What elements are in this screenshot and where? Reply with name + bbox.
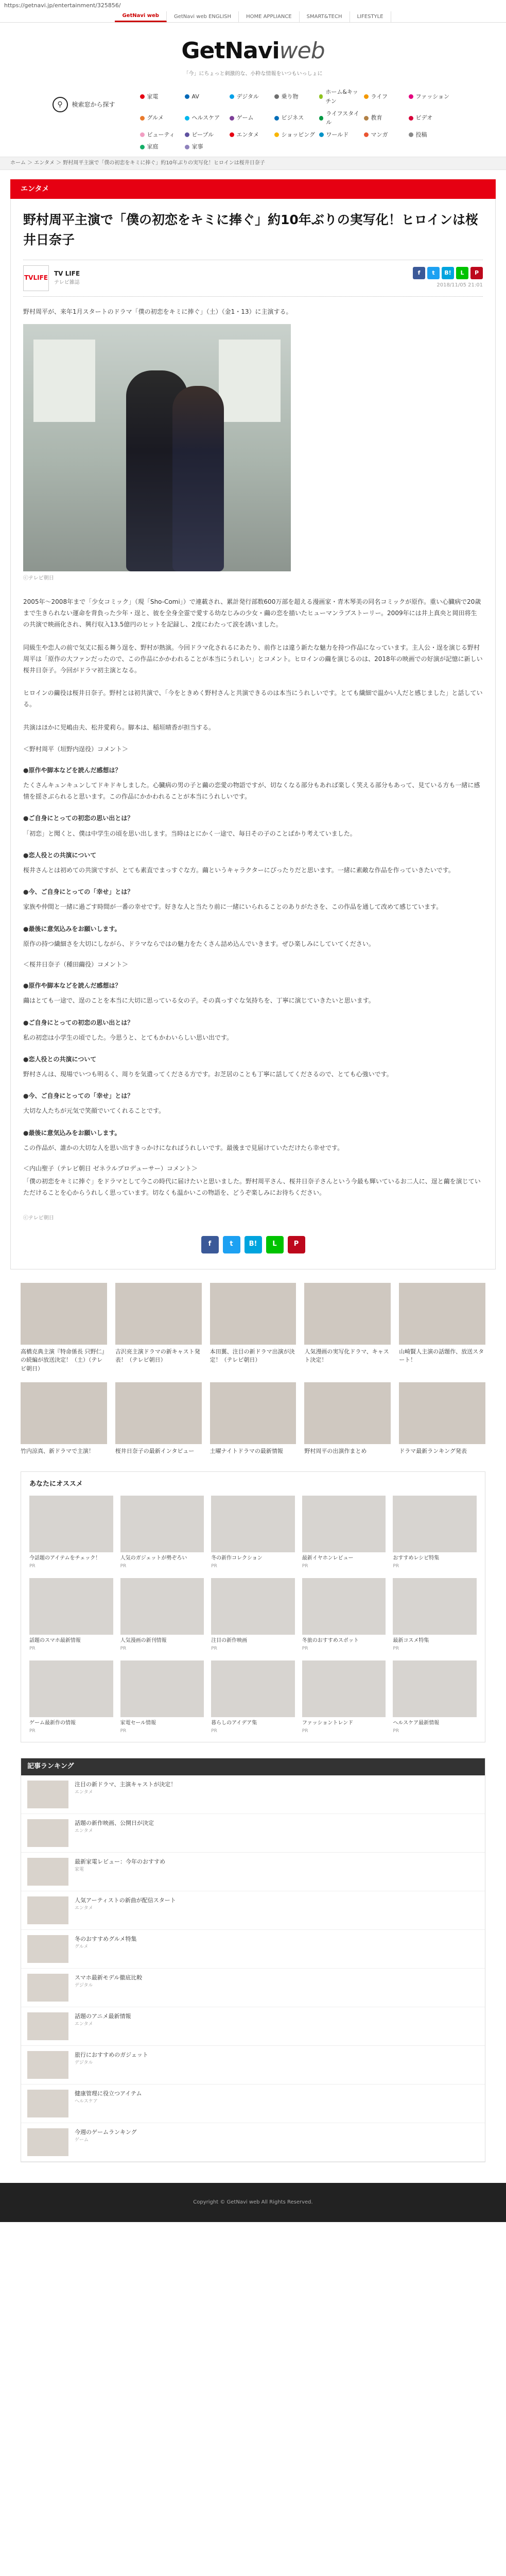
recommend-caption: 人気のガジェットが勢ぞろい (120, 1555, 187, 1562)
recommend-thumbnail (302, 1660, 386, 1717)
recommend-caption: 話題のスマホ最新情報 (29, 1638, 81, 1644)
sns-share-row (23, 1236, 483, 1253)
category-link[interactable] (364, 88, 409, 106)
recommend-grid (29, 1496, 477, 1735)
category-dot-icon (364, 132, 369, 137)
recommend-caption: 冬の新作コレクション (211, 1555, 263, 1562)
top-nav-link[interactable]: GetNavi web (115, 11, 167, 22)
recommend-sponsor: PR (211, 1646, 217, 1651)
ranking-title-text: 人気アーティストの新曲が配信スタート (75, 1896, 176, 1904)
ranking-text (75, 2090, 142, 2106)
category-dot-icon (185, 116, 189, 121)
category-dot-icon (364, 94, 369, 99)
interview-question: ●今、ご自身にとっての「幸せ」とは？ (23, 1092, 134, 1100)
actress-figure (172, 386, 224, 571)
ranking-category: エンタメ (75, 1790, 93, 1795)
ranking-category: デジタル (75, 1983, 93, 1989)
recommend-thumbnail (302, 1496, 386, 1552)
search-label: 検索窓から探す (72, 100, 115, 108)
related-thumbnail (115, 1382, 202, 1444)
related-thumbnail (115, 1283, 202, 1345)
related-card[interactable] (210, 1283, 296, 1374)
ranking-thumbnail (27, 2128, 68, 2156)
ranking-thumbnail (27, 1974, 68, 2002)
category-dot-icon (409, 132, 413, 137)
ranking-category: エンタメ (75, 1828, 93, 1834)
top-nav-link[interactable]: SMART&TECH (300, 11, 350, 22)
interview-question: ●原作や脚本などを読んだ感想は？ (23, 766, 121, 774)
recommend-card[interactable] (120, 1578, 204, 1652)
recommend-thumbnail (120, 1660, 204, 1717)
category-nav (53, 88, 454, 151)
ranking-category: エンタメ (75, 2022, 93, 2027)
ranking-thumbnail (27, 1935, 68, 1963)
author-logo: TVLIFE (23, 265, 49, 291)
category-label: ワールド (326, 131, 349, 138)
related-articles (21, 1283, 485, 1456)
category-label: 家庭 (147, 143, 159, 150)
category-link[interactable] (409, 88, 453, 106)
category-dot-icon (140, 132, 145, 137)
category-link[interactable] (230, 130, 274, 140)
category-dot-icon (274, 94, 279, 99)
article-body (23, 596, 483, 733)
category-dot-icon (140, 116, 145, 121)
recommend-card[interactable] (29, 1660, 113, 1735)
interview-answer: 原作の持つ繊細さを大切にしながら、ドラマならではの魅力をたくさん詰め込んでいきます。ぜひ楽しみにしていてください。 (23, 940, 375, 947)
ranking-text (75, 1858, 165, 1874)
breadcrumb: ホーム ＞ エンタメ ＞ 野村周平主演で「僕の初恋をキミに捧ぐ」約10年ぶりの実写化！ヒロインは桜井日奈子 (0, 157, 506, 170)
recommend-card[interactable] (29, 1578, 113, 1652)
category-label: エンタメ (236, 131, 259, 138)
recommend-caption: 家電セール情報 (120, 1720, 156, 1726)
category-link[interactable] (409, 130, 453, 140)
end-caption: ⓒテレビ朝日 (23, 1215, 54, 1221)
recommend-sponsor: PR (29, 1563, 36, 1569)
ranking-thumbnail (27, 2012, 68, 2040)
ranking-block (21, 1758, 485, 2162)
category-label: ビューティ (147, 131, 175, 138)
category-dot-icon (185, 145, 189, 149)
recommend-thumbnail (211, 1578, 295, 1635)
category-link[interactable] (409, 109, 453, 127)
ranking-thumbnail (27, 2051, 68, 2079)
related-thumbnail (399, 1283, 485, 1345)
interview-answer: 「僕の初恋をキミに捧ぐ」をドラマとして今この時代に届けたいと思いました。野村周平さん、桜井日奈子さんという今最も輝いているお二人に、逞と繭を演じていただけることを心からうれしく思っています。切なくも温かいこの物語を、どうぞ楽しみにお待ちください。 (23, 1178, 481, 1197)
recommend-sponsor: PR (29, 1646, 36, 1651)
sns-share-icon[interactable]: L (266, 1236, 284, 1253)
interview-question: ●ご自身にとっての初恋の思い出とは？ (23, 1019, 134, 1026)
author-info[interactable] (23, 265, 80, 291)
ranking-thumbnail (27, 1781, 68, 1808)
related-card[interactable] (21, 1382, 107, 1456)
category-dot-icon (409, 116, 413, 121)
related-caption: 野村周平の出演作まとめ (304, 1448, 367, 1455)
category-dot-icon (319, 116, 324, 121)
recommend-sponsor: PR (120, 1728, 127, 1734)
recommend-sponsor: PR (211, 1563, 217, 1569)
recommend-sponsor: PR (302, 1563, 308, 1569)
publish-date: 2018/11/05 21:01 (437, 282, 483, 288)
url-bar[interactable] (0, 0, 506, 11)
ranking-item[interactable] (21, 2084, 485, 2123)
recommend-card[interactable] (120, 1496, 204, 1570)
category-link[interactable] (140, 142, 185, 151)
section-header: エンタメ (10, 179, 496, 199)
recommend-thumbnail (120, 1578, 204, 1635)
top-nav-link[interactable]: LIFESTYLE (350, 11, 391, 22)
ranking-text (75, 2012, 131, 2028)
category-link[interactable] (230, 109, 274, 127)
category-link[interactable] (185, 88, 230, 106)
recommend-sponsor: PR (393, 1728, 399, 1734)
category-dot-icon (230, 116, 234, 121)
category-label: 教育 (371, 114, 382, 122)
share-2-icon[interactable]: B! (442, 267, 454, 279)
recommend-card[interactable] (393, 1660, 477, 1735)
article-title: 野村周平主演で「僕の初恋をキミに捧ぐ」約10年ぶりの実写化！ヒロインは桜井日奈子 (23, 212, 479, 248)
sns-share-icon[interactable]: t (223, 1236, 240, 1253)
category-link[interactable] (364, 130, 409, 140)
recommend-thumbnail (393, 1496, 477, 1552)
category-label: ライフ (371, 93, 388, 100)
recommend-sponsor: PR (302, 1646, 308, 1651)
ranking-item[interactable] (21, 2123, 485, 2162)
recommend-thumbnail (29, 1660, 113, 1717)
related-card[interactable] (399, 1382, 485, 1456)
related-thumbnail (21, 1382, 107, 1444)
recommend-sponsor: PR (120, 1563, 127, 1569)
interview-answer: 繭はとても一途で、逞のことを本当に大切に思っている女の子。その真っすぐな気持ちを、丁寧に演じていきたいと思います。 (23, 997, 375, 1005)
recommend-thumbnail (302, 1578, 386, 1635)
recommend-card[interactable] (302, 1496, 386, 1570)
ranking-category: グルメ (75, 1944, 89, 1950)
recommend-thumbnail (211, 1496, 295, 1552)
recommend-card[interactable] (211, 1660, 295, 1735)
category-dot-icon (274, 116, 279, 121)
related-card[interactable] (304, 1382, 391, 1456)
search-button[interactable] (53, 88, 140, 112)
sns-share-icon[interactable]: f (201, 1236, 219, 1253)
category-dot-icon (319, 94, 323, 99)
related-card[interactable] (304, 1283, 391, 1374)
article-photo (23, 324, 291, 571)
category-dot-icon (230, 132, 234, 137)
recommend-thumbnail (29, 1496, 113, 1552)
share-1-icon[interactable]: t (427, 267, 440, 279)
category-link[interactable] (319, 130, 364, 140)
category-link[interactable] (185, 109, 230, 127)
recommend-block (21, 1471, 485, 1742)
interview-question: ●原作や脚本などを読んだ感想は？ (23, 982, 121, 990)
recommend-caption: ファッショントレンド (302, 1720, 354, 1726)
recommend-caption: ゲーム最新作の情報 (29, 1720, 76, 1726)
related-card[interactable] (115, 1283, 202, 1374)
article-paragraph: 2005年～2008年まで「少女コミック」（現「Sho-Comi」）で連載され、累計発行部数600万部を超える漫画家・青木琴美の同名コミックが原作。重い心臓病で20歳まで生きられない運命を背負った少年・逞と、彼を全身全霊で愛する幼なじみの少女・繭の恋を描いたヒューマンラブストーリー。2009年には井上真央と岡田将生の共演で映画化され、興行収入13.5億円のヒットを記録し、2度にわたって涙を誘いました。 (23, 598, 481, 629)
site-tagline: 「今」にちょっと刺激的な、小粋な情報をいつもいっしょに (183, 71, 323, 77)
recommend-caption: ヘルスケア最新情報 (393, 1720, 440, 1726)
category-label: ヘルスケア (191, 114, 220, 122)
ranking-title-text: スマホ最新モデル徹底比較 (75, 1974, 143, 1981)
ranking-item[interactable] (21, 1930, 485, 1969)
interview-answer: 「初恋」と聞くと、僕は中学生の頃を思い出します。当時はとにかく一途で、毎日その子のことばかり考えていました。 (23, 829, 356, 837)
ranking-text (75, 1935, 136, 1951)
top-nav-link[interactable]: HOME APPLIANCE (239, 11, 300, 22)
author-name: TV LIFE (54, 270, 80, 278)
recommend-sponsor: PR (29, 1728, 36, 1734)
ranking-title-text: 旅行におすすめのガジェット (75, 2051, 148, 2058)
recommend-card[interactable] (211, 1496, 295, 1570)
related-caption: 土曜ナイトドラマの最新情報 (210, 1448, 283, 1455)
share-3-icon[interactable]: L (456, 267, 468, 279)
category-link[interactable] (274, 130, 319, 140)
recommend-card[interactable] (211, 1578, 295, 1652)
recommend-thumbnail (393, 1660, 477, 1717)
related-thumbnail (399, 1382, 485, 1444)
interview-question: ●ご自身にとっての初恋の思い出とは？ (23, 815, 134, 822)
interview-question: ●最後に意気込みをお願いします。 (23, 925, 121, 933)
category-label: ホーム&キッチン (325, 89, 358, 105)
interview-heading: ＜野村周平（垣野内逞役）コメント＞ (23, 745, 129, 753)
category-label: ビジネス (281, 114, 304, 122)
category-link[interactable] (140, 109, 185, 127)
share-0-icon[interactable]: f (413, 267, 425, 279)
related-thumbnail (210, 1382, 296, 1444)
related-card[interactable] (21, 1283, 107, 1374)
sns-share-icon[interactable]: B! (245, 1236, 262, 1253)
related-thumbnail (21, 1283, 107, 1345)
recommend-thumbnail (393, 1578, 477, 1635)
recommend-caption: 注目の新作映画 (211, 1638, 248, 1644)
category-label: ビデオ (415, 114, 433, 122)
category-label: 家事 (191, 143, 203, 150)
category-label: ショッピング (281, 131, 316, 138)
related-caption: 人気漫画の実写化ドラマ、キャスト決定！ (304, 1348, 389, 1364)
sns-share-icon[interactable]: P (288, 1236, 305, 1253)
ranking-title: 記事ランキング (21, 1758, 485, 1775)
ranking-item[interactable] (21, 1814, 485, 1853)
related-card[interactable] (115, 1382, 202, 1456)
category-dot-icon (364, 116, 369, 121)
ranking-category: エンタメ (75, 1906, 93, 1911)
ranking-title-text: 話題の新作映画、公開日が決定 (75, 1819, 154, 1826)
category-dot-icon (274, 132, 279, 137)
ranking-title-text: 話題のアニメ最新情報 (75, 2012, 131, 2020)
category-label: グルメ (147, 114, 164, 122)
site-logo[interactable]: GetNaviweb (181, 38, 325, 64)
category-dot-icon (185, 94, 189, 99)
top-nav (0, 11, 506, 23)
ranking-item[interactable] (21, 2007, 485, 2046)
related-caption: 吉沢亮主演ドラマの新キャスト発表！（テレビ朝日） (115, 1348, 200, 1364)
share-buttons (413, 267, 483, 279)
ranking-text (75, 2051, 148, 2067)
ranking-category: ヘルスケア (75, 2099, 98, 2105)
category-link[interactable] (274, 88, 319, 106)
recommend-sponsor: PR (211, 1728, 217, 1734)
interview-answer: この作品が、誰かの大切な人を思い出すきっかけになればうれしいです。最後まで見届けていただけたら幸せです。 (23, 1144, 344, 1151)
ranking-text (75, 1819, 154, 1835)
category-label: ライフスタイル (326, 110, 359, 126)
ranking-thumbnail (27, 1858, 68, 1886)
related-caption: 高橋克典主演『特命係長 只野仁』の続編が放送決定！（土）（テレビ朝日） (21, 1348, 104, 1372)
recommend-title: あなたにオススメ (29, 1480, 83, 1488)
ranking-title-text: 最新家電レビュー：今年のおすすめ (75, 1858, 166, 1865)
site-header (0, 23, 506, 82)
category-label: マンガ (371, 131, 388, 138)
ranking-item[interactable] (21, 2046, 485, 2084)
category-link[interactable] (185, 130, 230, 140)
ranking-list (21, 1775, 485, 2162)
related-thumbnail (304, 1382, 391, 1444)
related-card[interactable] (399, 1283, 485, 1374)
category-link[interactable] (319, 109, 364, 127)
interview-answer: 私の初恋は小学生の頃でした。今思うと、とてもかわいらしい思い出です。 (23, 1033, 233, 1041)
interview-answer: 桜井さんとは初めての共演ですが、とても素直でまっすぐな方。繭というキャラクターにぴったりだと思います。一緒に素敵な作品を作っていきたいです。 (23, 867, 455, 874)
ranking-category: ゲーム (75, 2138, 89, 2143)
interview-question: ●最後に意気込みをお願いします。 (23, 1129, 121, 1137)
interview-section (23, 744, 483, 1199)
related-thumbnail (304, 1283, 391, 1345)
category-label: 乗り物 (281, 93, 299, 100)
ranking-thumbnail (27, 2090, 68, 2117)
related-card[interactable] (210, 1382, 296, 1456)
recommend-caption: 冬旅のおすすめスポット (302, 1638, 359, 1644)
interview-question: ●今、ご自身にとっての「幸せ」とは？ (23, 888, 134, 896)
share-4-icon[interactable]: P (470, 267, 483, 279)
recommend-sponsor: PR (393, 1646, 399, 1651)
recommend-sponsor: PR (302, 1728, 308, 1734)
recommend-card[interactable] (302, 1660, 386, 1735)
interview-heading: ＜桜井日奈子（種田繭役）コメント＞ (23, 960, 129, 968)
interview-answer: 大切な人たちが元気で笑顔でいてくれることです。 (23, 1107, 165, 1115)
article-paragraph: 同級生や恋人の前で気丈に振る舞う逞を、野村が熱演。今回ドラマ化されるにあたり、前作とは違う新たな魅力を持つ作品になっています。主人公・逞を演じる野村周平は「原作の大ファンだったので、この作品にかかわれることが本当にうれしい」とコメント。ヒロインの繭を演じるのは、2018年の映画での好演が記憶に新しい桜井日奈子。今回がドラマ初主演となる。 (23, 643, 483, 674)
recommend-caption: おすすめレシピ特集 (393, 1555, 440, 1562)
ranking-title-text: 注目の新ドラマ、主演キャストが決定！ (75, 1781, 177, 1788)
category-link[interactable] (319, 88, 364, 106)
url-text: https://getnavi.jp/entertainment/325856/ (4, 2, 121, 9)
recommend-caption: 最新コスメ特集 (393, 1638, 429, 1644)
category-dot-icon (140, 94, 145, 99)
recommend-card[interactable] (29, 1496, 113, 1570)
interview-answer: 家族や仲間と一緒に過ごす時間が一番の幸せです。好きな人と当たり前に一緒にいられることのありがたさを、この作品を通して改めて感じています。 (23, 903, 443, 911)
related-caption: 山崎賢人主演の話題作、放送スタート！ (399, 1348, 484, 1364)
ranking-title-text: 冬のおすすめグルメ特集 (75, 1935, 137, 1942)
author-desc: テレビ雑誌 (54, 280, 80, 286)
article-lead: 野村周平が、来年1月スタートのドラマ「僕の初恋をキミに捧ぐ」（土）（金1・13）に主演する。 (23, 308, 292, 315)
ranking-item[interactable] (21, 1775, 485, 1814)
article-paragraph: 共演はほかに児嶋由夫、松井愛莉ら。脚本は、稲垣晴香が担当する。 (23, 723, 215, 731)
category-dot-icon (319, 132, 324, 137)
recommend-card[interactable] (393, 1578, 477, 1652)
footer: Copyright © GetNavi web All Rights Reserved. (0, 2183, 506, 2222)
related-caption: 本田翼、注目の新ドラマ出演が決定！（テレビ朝日） (210, 1348, 295, 1364)
related-caption: 竹内涼真、新ドラマで主演！ (21, 1448, 94, 1455)
related-thumbnail (210, 1283, 296, 1345)
ranking-text (75, 1781, 176, 1797)
category-link[interactable] (230, 88, 274, 106)
ranking-item[interactable] (21, 1891, 485, 1930)
category-link[interactable] (140, 88, 185, 106)
category-dot-icon (409, 94, 413, 99)
category-link[interactable] (185, 142, 230, 151)
ranking-text (75, 1974, 142, 1990)
article-meta (23, 260, 483, 297)
search-icon: ⚲ (53, 97, 68, 112)
ranking-title-text: 健康管理に役立つアイテム (75, 2090, 142, 2097)
article-paragraph: ヒロインの繭役は桜井日奈子。野村とは初共演で、「今をときめく野村さんと共演できるのは本当にうれしいです。とても繊細で温かい人だと感じました」と話している。 (23, 689, 483, 708)
category-dot-icon (140, 145, 145, 149)
category-label: デジタル (236, 93, 259, 100)
category-list (140, 88, 454, 151)
category-label: 投稿 (415, 131, 427, 138)
category-dot-icon (185, 132, 189, 137)
photo-caption: ⓒテレビ朝日 (23, 575, 54, 582)
interview-question: ●恋人役との共演について (23, 1055, 97, 1063)
category-label: ゲーム (236, 114, 254, 122)
recommend-thumbnail (29, 1578, 113, 1635)
recommend-card[interactable] (302, 1578, 386, 1652)
article (10, 199, 496, 1269)
category-label: ピープル (191, 131, 214, 138)
ranking-item[interactable] (21, 1853, 485, 1891)
ranking-thumbnail (27, 1819, 68, 1847)
recommend-card[interactable] (393, 1496, 477, 1570)
interview-answer: たくさんキュンキュンしてドキドキしました。心臓病の男の子と繭の恋愛の物語ですが、切なくなる部分もあれば楽しく笑える部分もあって、見ている方も一緒に感情を揺さぶられると思います。この作品にかかわれることが本当にうれしいです。 (23, 782, 480, 801)
recommend-caption: 暮らしのアイデア集 (211, 1720, 257, 1726)
top-nav-link[interactable]: GetNavi web ENGLISH (167, 11, 239, 22)
category-label: AV (191, 93, 199, 100)
recommend-sponsor: PR (393, 1563, 399, 1569)
category-link[interactable] (140, 130, 185, 140)
recommend-caption: 今話題のアイテムをチェック！ (29, 1555, 101, 1562)
recommend-card[interactable] (120, 1660, 204, 1735)
ranking-category: デジタル (75, 2060, 93, 2066)
ranking-title-text: 今週のゲームランキング (75, 2128, 137, 2136)
ranking-text (75, 2128, 137, 2144)
recommend-caption: 人気漫画の新刊情報 (120, 1638, 167, 1644)
ranking-category: 家電 (75, 1867, 84, 1873)
recommend-sponsor: PR (120, 1646, 127, 1651)
ranking-text (75, 1896, 176, 1912)
interview-question: ●恋人役との共演について (23, 851, 97, 859)
category-label: ファッション (415, 93, 450, 100)
category-link[interactable] (364, 109, 409, 127)
related-caption: ドラマ最新ランキング発表 (399, 1448, 467, 1455)
category-label: 家電 (147, 93, 159, 100)
recommend-thumbnail (120, 1496, 204, 1552)
interview-heading: ＜内山聖子（テレビ朝日 ゼネラルプロデューサー）コメント＞ (23, 1165, 198, 1173)
recommend-caption: 最新イヤホンレビュー (302, 1555, 354, 1562)
related-caption: 桜井日奈子の最新インタビュー (115, 1448, 195, 1455)
category-link[interactable] (274, 109, 319, 127)
recommend-thumbnail (211, 1660, 295, 1717)
interview-answer: 野村さんは、現場でいつも明るく、周りを気遣ってくださる方です。お芝居のことも丁寧に話してくださるので、とても心強いです。 (23, 1071, 393, 1078)
ranking-item[interactable] (21, 1969, 485, 2007)
ranking-thumbnail (27, 1896, 68, 1924)
category-dot-icon (230, 94, 234, 99)
